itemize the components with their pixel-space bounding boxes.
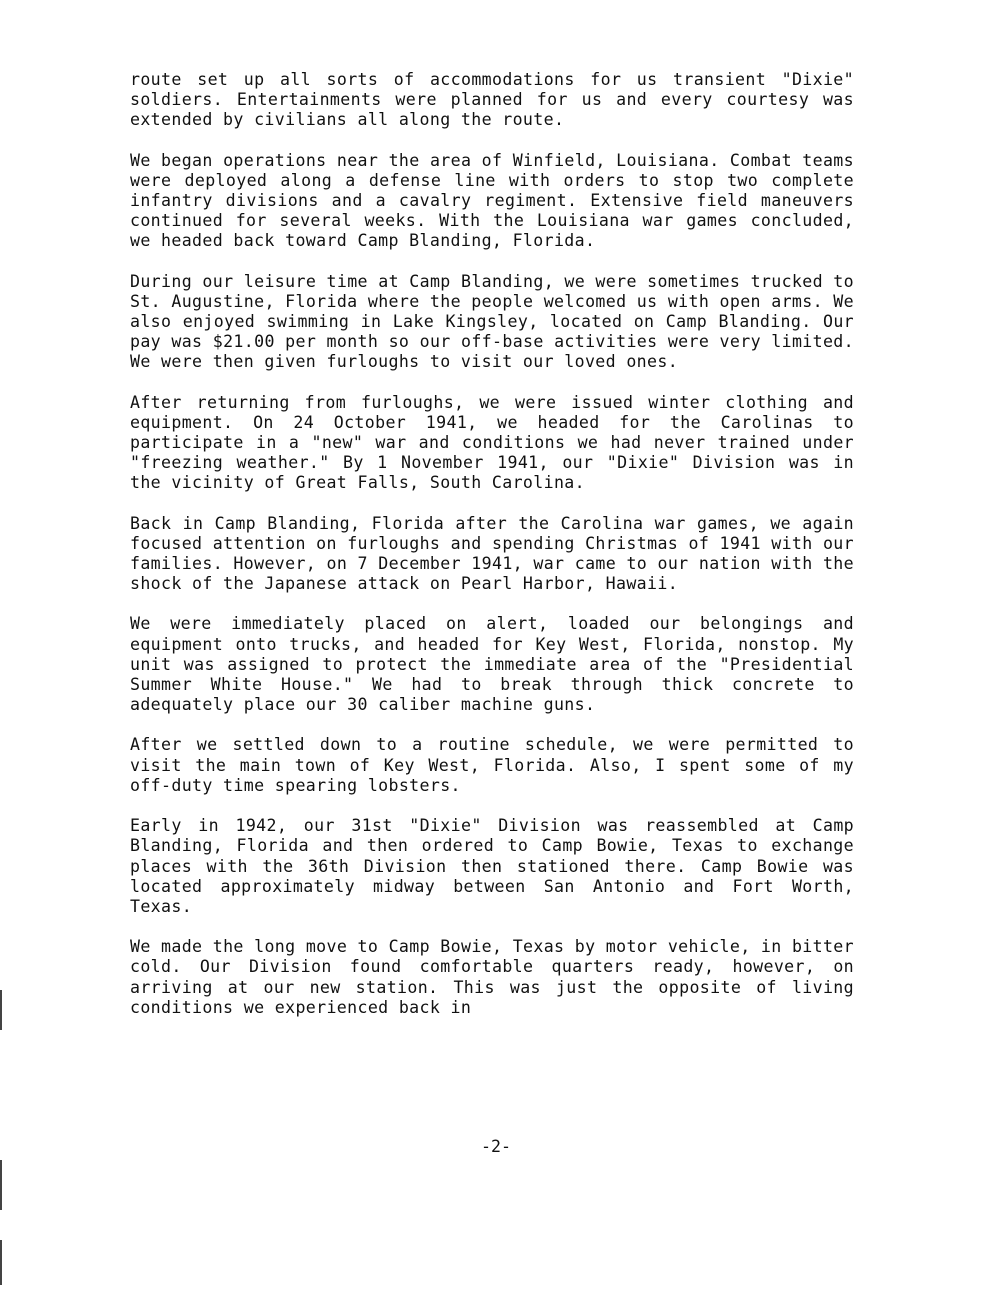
paragraph-1: route set up all sorts of accommodations for us transient "Dixie" soldiers. Entertainments were planned for us and every courtesy was extended by civilians all along the route. [130, 70, 854, 130]
paragraph-7: After we settled down to a routine schedule, we were permitted to visit the main town of Key West, Florida. Also, I spent some of my off-duty time spearing lobsters. [130, 735, 854, 795]
body-text [130, 70, 854, 1038]
paragraph-3: During our leisure time at Camp Blanding, we were sometimes trucked to St. Augustine, Florida where the people welcomed us with open arms. We also enjoyed swimming in Lake Kingsley, located on Camp Blanding. Our pay was $21.00 per month so our off-base activities were very limited. We were then given furloughs to visit our loved ones. [130, 271, 854, 372]
paragraph-5: Back in Camp Blanding, Florida after the Carolina war games, we again focused attention on furloughs and spending Christmas of 1941 with our families. However, on 7 December 1941, war came to our nation with the shock of the Japanese attack on Pearl Harbor, Hawaii. [130, 513, 854, 594]
paragraph-9: We made the long move to Camp Bowie, Texas by motor vehicle, in bitter cold. Our Division found comfortable quarters ready, however, on arriving at our new station. This was just the opposite of living conditions we experienced back in [130, 937, 854, 1017]
paragraph-8: Early in 1942, our 31st "Dixie" Division was reassembled at Camp Blanding, Florida and then ordered to Camp Bowie, Texas to exchange places with the 36th Division then stationed there. Camp Bowie was located approximately midway between San Antonio and Fort Worth, Texas. [130, 816, 854, 916]
page-number: -2- [481, 1137, 511, 1156]
scan-edge-mark [0, 990, 2, 1030]
scan-edge-mark [0, 1160, 2, 1210]
paragraph-2: We began operations near the area of Winfield, Louisiana. Combat teams were deployed along a defense line with orders to stop two complete infantry divisions and a cavalry regiment. Extensive field maneuvers continued for several weeks. With the Louisiana war games concluded, we headed back toward Camp Blanding, Florida. [130, 150, 854, 251]
scan-edge-mark [0, 1240, 2, 1285]
paragraph-6: We were immediately placed on alert, loaded our belongings and equipment onto trucks, and headed for Key West, Florida, nonstop. My unit was assigned to protect the immediate area of the "Presidential Summer White House." We had to break through thick concrete to adequately place our 30 caliber machine guns. [130, 614, 854, 715]
paragraph-4: After returning from furloughs, we were issued winter clothing and equipment. On 24 October 1941, we headed for the Carolinas to participate in a "new" war and conditions we had never trained under "freezing weather." By 1 November 1941, our "Dixie" Division was in the vicinity of Great Falls, South Carolina. [130, 392, 854, 493]
